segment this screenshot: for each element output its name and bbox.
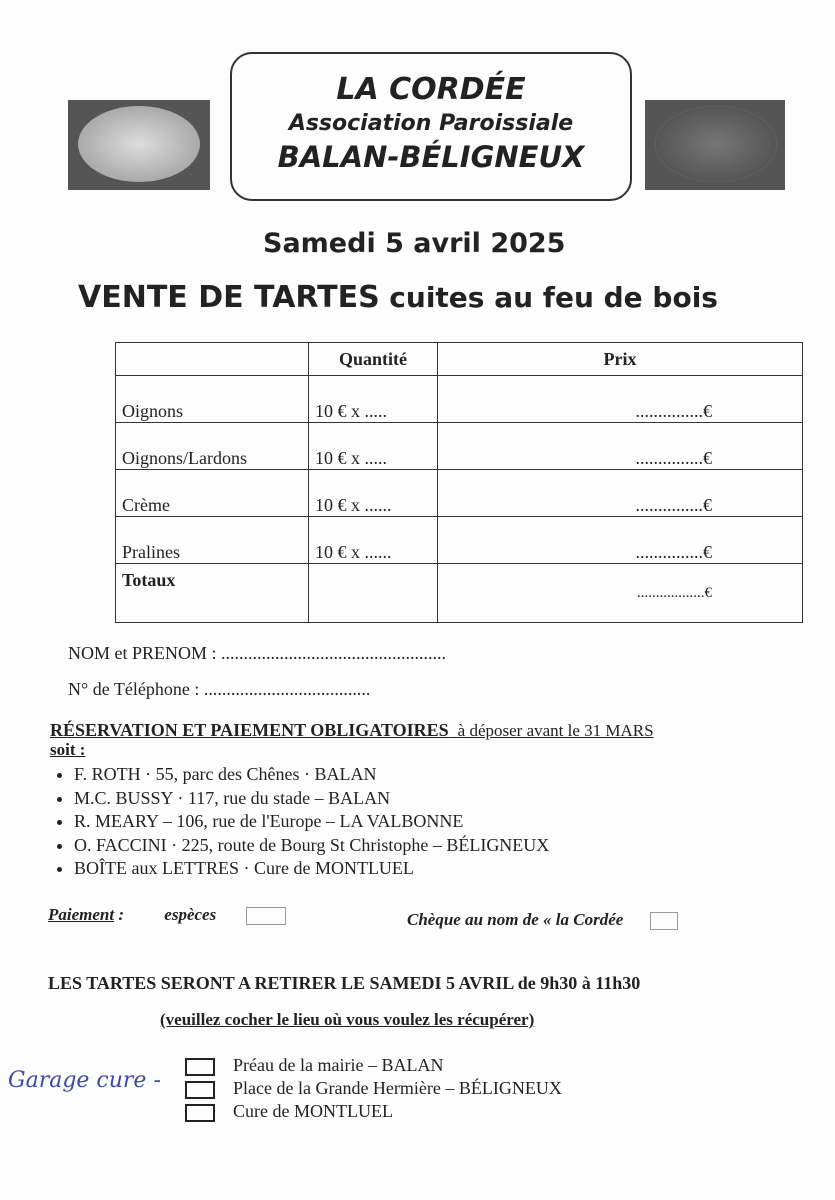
table-row [116, 376, 803, 423]
pickup-option-label: Préau de la mairie – BALAN [233, 1055, 444, 1075]
dropoff-locations [50, 763, 549, 881]
pickup-checkbox[interactable] [185, 1104, 215, 1122]
list-item: • O. FACCINI · 225, route de Bourg St Christophe – BÉLIGNEUX [74, 834, 549, 858]
col-header [116, 343, 309, 376]
table-row [116, 423, 803, 470]
payment-label: Paiement [48, 905, 115, 924]
list-item: • M.C. BUSSY · 117, rue du stade – BALAN [74, 787, 549, 811]
org-name: LA CORDÉE [336, 72, 526, 107]
pickup-note: (veuillez cocher le lieu où vous voulez les récupérer) [160, 1010, 535, 1029]
total-price-field[interactable]: ..................€ [438, 564, 803, 623]
col-header-quantity: Quantité [309, 343, 438, 376]
table-row [116, 470, 803, 517]
org-subtitle: Association Paroissiale [288, 111, 574, 136]
headline-rest: cuites au feu de bois [389, 281, 718, 314]
pickup-title: LES TARTES SERONT A RETIRER LE SAMEDI 5 AVRIL [48, 973, 514, 993]
product-name: Oignons [116, 376, 309, 423]
quantity-field[interactable]: 10 € x ...... [309, 470, 438, 517]
list-item: • R. MEARY – 106, rue de l'Europe – LA VALBONNE [74, 810, 549, 834]
product-name: Pralines [116, 517, 309, 564]
phone-field[interactable]: N° de Téléphone : ..................................... [68, 679, 371, 699]
order-form-page: LA CORDÉE Association Paroissiale BALAN-BÉLIGNEUX Samedi 5 avril 2025 VENTE DE TARTES cuites au feu de bois Quantité Prix Oignons 10 € x ..... ...............€ Oignons/Lardons 10 € x ..... ...............€ Crème 10 € x ...... ...............€ Pralines 10 € x ...... ...............€ Totaux ..................€ NOM et PRENOM : .................................................. N° de Téléphone : ..................................... RÉSERVATION ET PAIEMENT OBLIGATOIRES à déposer avant le 31 MARS soit : • F. ROTH · 55, parc des Chênes · BALAN • M.C. BUSSY · 117, rue du stade – BALAN • R. MEARY – 106, rue de l'Europe – LA VALBONNE • O. FACCINI · 225, route de Bourg St Christophe – BÉLIGNEUX • BOÎTE aux LETTRES · Cure de MONTLUEL Paiement : espèces Chèque au nom de « la Cordée LES TARTES SERONT A RETIRER LE SAMEDI 5 AVRIL de 9h30 à 11h30 (veuillez cocher le lieu où vous voulez les récupérer) Préau de la mairie – BALAN Place de la Grande Hermière – BÉLIGNEUX Cure de MONTLUEL Garage cure - [0, 0, 835, 1200]
name-field[interactable]: NOM et PRENOM : .................................................. [68, 643, 447, 663]
tart-photo-left [68, 100, 210, 190]
headline [78, 280, 718, 315]
tart-photo-right [645, 100, 785, 190]
price-field[interactable]: ...............€ [438, 470, 803, 517]
col-header-price: Prix [438, 343, 803, 376]
price-field[interactable]: ...............€ [438, 423, 803, 470]
headline-bold: VENTE DE TARTES [78, 280, 380, 315]
price-field[interactable]: ...............€ [438, 376, 803, 423]
quantity-field[interactable]: 10 € x ..... [309, 423, 438, 470]
order-table [115, 342, 803, 623]
pickup-option-label: Place de la Grande Hermière – BÉLIGNEUX [233, 1078, 562, 1098]
total-label: Totaux [116, 564, 309, 623]
pickup-option [185, 1077, 562, 1100]
table-row [116, 517, 803, 564]
pickup-options [185, 1054, 562, 1123]
cash-checkbox[interactable] [246, 907, 286, 925]
pickup-option-label: Cure de MONTLUEL [233, 1101, 393, 1121]
list-item: • F. ROTH · 55, parc des Chênes · BALAN [74, 763, 549, 787]
cheque-label: Chèque au nom de « la Cordée [407, 910, 624, 929]
total-quantity [309, 564, 438, 623]
event-date: Samedi 5 avril 2025 [263, 228, 566, 259]
reservation-deadline: à déposer avant le 31 MARS [457, 721, 654, 740]
price-field[interactable]: ...............€ [438, 517, 803, 564]
title-box [230, 52, 632, 201]
org-place: BALAN-BÉLIGNEUX [277, 140, 585, 174]
total-row [116, 564, 803, 623]
cash-label: espèces [164, 905, 217, 924]
pickup-checkbox[interactable] [185, 1058, 215, 1076]
quantity-field[interactable]: 10 € x ..... [309, 376, 438, 423]
product-name: Oignons/Lardons [116, 423, 309, 470]
product-name: Crème [116, 470, 309, 517]
reservation-title: RÉSERVATION ET PAIEMENT OBLIGATOIRES [50, 720, 449, 740]
quantity-field[interactable]: 10 € x ...... [309, 517, 438, 564]
handwritten-note: Garage cure - [8, 1068, 161, 1093]
cheque-checkbox[interactable] [650, 912, 678, 930]
pickup-checkbox[interactable] [185, 1081, 215, 1099]
pickup-time: de 9h30 à 11h30 [517, 973, 641, 993]
list-item: • BOÎTE aux LETTRES · Cure de MONTLUEL [74, 857, 549, 881]
pickup-option [185, 1054, 562, 1077]
soit-label: soit : [50, 740, 86, 759]
pickup-option [185, 1100, 562, 1123]
